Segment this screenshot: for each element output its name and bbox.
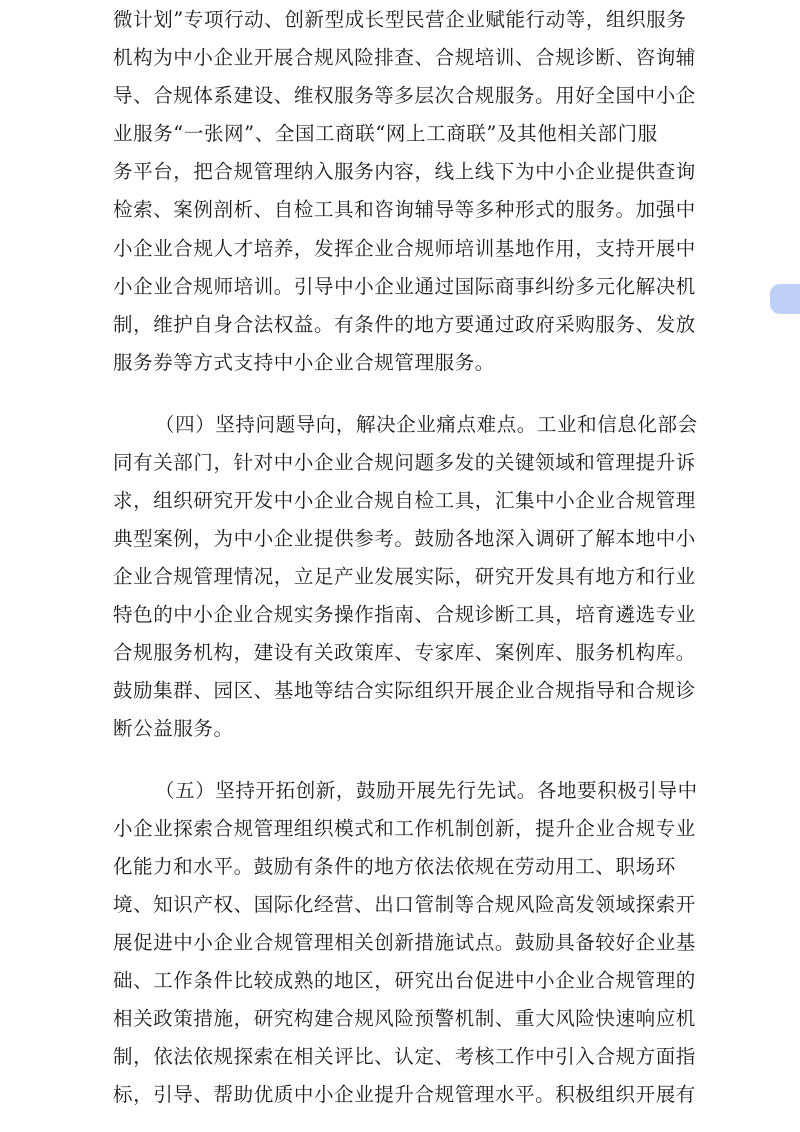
text-line: 标，引导、帮助优质中小企业提升合规管理水平。积极组织开展有 xyxy=(113,1083,696,1106)
text-line: 制，依法依规探索在相关评比、认定、考核工作中引入合规方面指 xyxy=(113,1045,696,1068)
text-line: 小企业合规人才培养，发挥企业合规师培训基地作用，支持开展中 xyxy=(113,237,696,260)
text-line: 检索、案例剖析、自检工具和咨询辅导等多种形式的服务。加强中 xyxy=(113,198,696,221)
text-line: 微计划”专项行动、创新型成长型民营企业赋能行动等，组织服务 xyxy=(113,8,687,31)
text-line: 特色的中小企业合规实务操作指南、合规诊断工具，培育遴选专业 xyxy=(113,603,696,626)
text-line: 典型案例，为中小企业提供参考。鼓励各地深入调研了解本地中小 xyxy=(113,527,696,550)
text-line: 服务券等方式支持中小企业合规管理服务。 xyxy=(113,351,495,374)
text-line: 务平台，把合规管理纳入服务内容，线上线下为中小企业提供查询 xyxy=(113,160,696,183)
side-float-tab[interactable] xyxy=(770,284,800,314)
text-line: 导、合规体系建设、维权服务等多层次合规服务。用好全国中小企 xyxy=(113,84,696,107)
text-line: 求，组织研究开发中小企业合规自检工具，汇集中小企业合规管理 xyxy=(113,489,696,512)
text-line: 业服务“一张网”、全国工商联“网上工商联”及其他相关部门服 xyxy=(113,122,658,145)
text-line: 小企业合规师培训。引导中小企业通过国际商事纠纷多元化解决机 xyxy=(113,275,696,298)
text-line: 相关政策措施，研究构建合规风险预警机制、重大风险快速响应机 xyxy=(113,1007,696,1030)
text-line: 机构为中小企业开展合规风险排查、合规培训、合规诊断、咨询辅 xyxy=(113,46,696,69)
text-line: 小企业探索合规管理组织模式和工作机制创新，提升企业合规专业 xyxy=(113,817,696,840)
text-line: 合规服务机构，建设有关政策库、专家库、案例库、服务机构库。 xyxy=(113,641,696,664)
text-line: 同有关部门，针对中小企业合规问题多发的关键领域和管理提升诉 xyxy=(113,451,696,474)
text-line: 企业合规管理情况，立足产业发展实际，研究开发具有地方和行业 xyxy=(113,565,696,588)
text-line: 展促进中小企业合规管理相关创新措施试点。鼓励具备较好企业基 xyxy=(113,931,696,954)
text-line: 础、工作条件比较成熟的地区，研究出台促进中小企业合规管理的 xyxy=(113,969,696,992)
text-line: 断公益服务。 xyxy=(113,717,234,740)
text-line: 鼓励集群、园区、基地等结合实际组织开展企业合规指导和合规诊 xyxy=(113,679,696,702)
text-line: 制，维护自身合法权益。有条件的地方要通过政府采购服务、发放 xyxy=(113,313,696,336)
text-line: 境、知识产权、国际化经营、出口管制等合规风险高发领域探索开 xyxy=(113,893,696,916)
paragraph-first-line: （五）坚持开拓创新，鼓励开展先行先试。各地要积极引导中 xyxy=(155,779,698,802)
text-line: 化能力和水平。鼓励有条件的地方依法依规在劳动用工、职场环 xyxy=(113,855,676,878)
paragraph-first-line: （四）坚持问题导向，解决企业痛点难点。工业和信息化部会 xyxy=(155,413,698,436)
